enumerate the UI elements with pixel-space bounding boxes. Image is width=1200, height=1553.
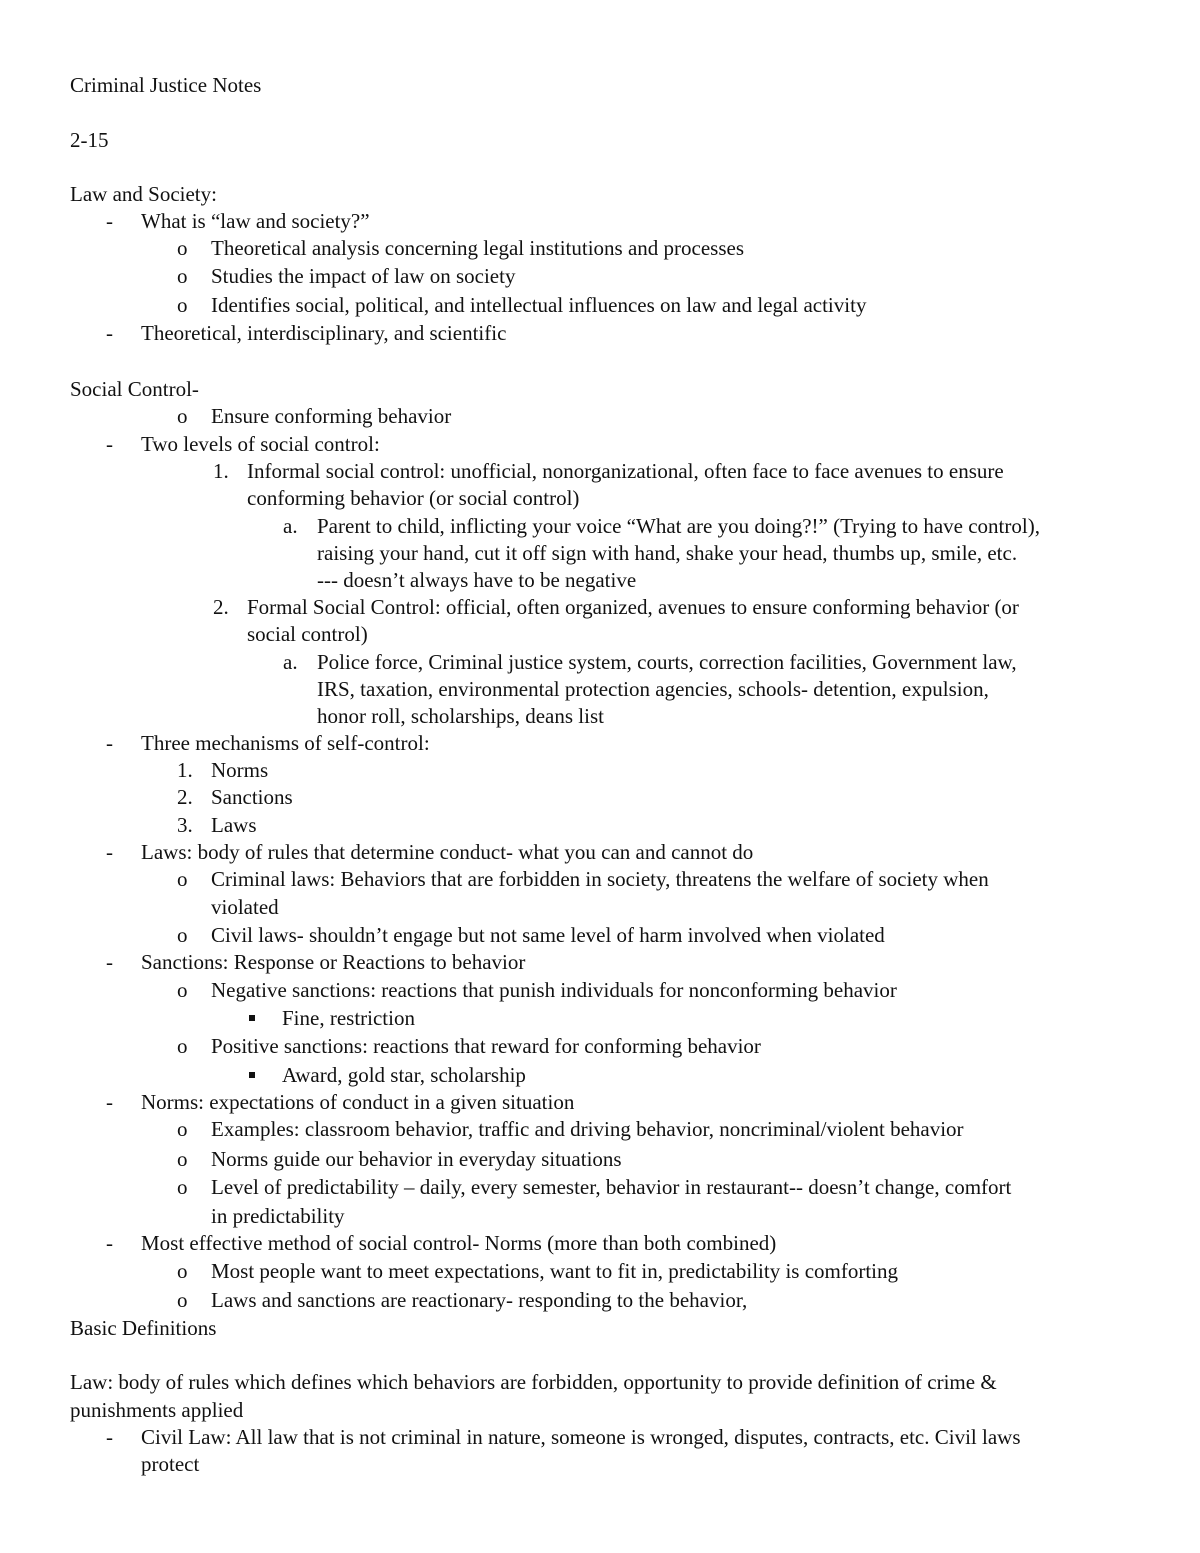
list-item: Ensure conforming behavior <box>211 404 452 428</box>
list-item: Laws <box>211 813 257 837</box>
number-marker: 1. <box>213 459 229 483</box>
list-item: Formal Social Control: official, often organized, avenues to ensure conforming behavior (or <box>247 595 1019 619</box>
dash-bullet: - <box>106 1231 113 1255</box>
circle-bullet: o <box>177 978 188 1002</box>
list-item: Norms guide our behavior in everyday situations <box>211 1147 622 1171</box>
section-heading: Basic Definitions <box>70 1316 217 1340</box>
list-item-continuation: --- doesn’t always have to be negative <box>317 568 637 592</box>
list-item: Three mechanisms of self-control: <box>141 731 430 755</box>
list-item: Two levels of social control: <box>141 432 380 456</box>
list-item: Laws: body of rules that determine conduct- what you can and cannot do <box>141 840 754 864</box>
dash-bullet: - <box>106 432 113 456</box>
list-item: Police force, Criminal justice system, courts, correction facilities, Government law, <box>317 650 1017 674</box>
circle-bullet: o <box>177 1259 188 1283</box>
dash-bullet: - <box>106 1090 113 1114</box>
list-item: Civil laws- shouldn’t engage but not same level of harm involved when violated <box>211 923 885 947</box>
dash-bullet: - <box>106 950 113 974</box>
dash-bullet: - <box>106 731 113 755</box>
list-item: Civil Law: All law that is not criminal in nature, someone is wronged, disputes, contracts, etc. Civil laws <box>141 1425 1021 1449</box>
list-item-continuation: conforming behavior (or social control) <box>247 486 580 510</box>
list-item: Laws and sanctions are reactionary- responding to the behavior, <box>211 1288 748 1312</box>
circle-bullet: o <box>177 1034 188 1058</box>
list-item: Positive sanctions: reactions that reward for conforming behavior <box>211 1034 761 1058</box>
circle-bullet: o <box>177 236 188 260</box>
circle-bullet: o <box>177 264 188 288</box>
circle-bullet: o <box>177 1288 188 1312</box>
list-item: Level of predictability – daily, every semester, behavior in restaurant-- doesn’t change, comfort <box>211 1175 1012 1199</box>
list-item: Identifies social, political, and intellectual influences on law and legal activity <box>211 293 867 317</box>
list-item: Norms <box>211 758 269 782</box>
section-heading: Social Control- <box>70 377 199 401</box>
dash-bullet: - <box>106 840 113 864</box>
circle-bullet: o <box>177 293 188 317</box>
list-item: Parent to child, inflicting your voice “What are you doing?!” (Trying to have control), <box>317 514 1040 538</box>
list-item-continuation: violated <box>211 895 279 919</box>
circle-bullet: o <box>177 1117 188 1141</box>
number-marker: 3. <box>177 813 193 837</box>
list-item: Examples: classroom behavior, traffic and driving behavior, noncriminal/violent behavior <box>211 1117 964 1141</box>
list-item-continuation: protect <box>141 1452 200 1476</box>
circle-bullet: o <box>177 1147 188 1171</box>
list-item: What is “law and society?” <box>141 209 370 233</box>
paragraph: Law: body of rules which defines which behaviors are forbidden, opportunity to provide definition of crime & <box>70 1370 997 1394</box>
list-item-continuation: in predictability <box>211 1204 345 1228</box>
list-item: Informal social control: unofficial, nonorganizational, often face to face avenues to ensure <box>247 459 1004 483</box>
number-marker: 2. <box>213 595 229 619</box>
list-item: Theoretical analysis concerning legal institutions and processes <box>211 236 745 260</box>
list-item: Most people want to meet expectations, want to fit in, predictability is comforting <box>211 1259 899 1283</box>
list-item: Most effective method of social control- Norms (more than both combined) <box>141 1231 777 1255</box>
dash-bullet: - <box>106 1425 113 1449</box>
number-marker: 2. <box>177 785 193 809</box>
dash-bullet: - <box>106 209 113 233</box>
circle-bullet: o <box>177 404 188 428</box>
list-item: Fine, restriction <box>282 1006 415 1030</box>
list-item: Criminal laws: Behaviors that are forbidden in society, threatens the welfare of society when <box>211 867 989 891</box>
letter-marker: a. <box>283 650 298 674</box>
list-item: Studies the impact of law on society <box>211 264 516 288</box>
document-date: 2-15 <box>70 128 109 152</box>
list-item: Sanctions: Response or Reactions to behavior <box>141 950 526 974</box>
paragraph-continuation: punishments applied <box>70 1398 244 1422</box>
dash-bullet: - <box>106 321 113 345</box>
list-item: Theoretical, interdisciplinary, and scientific <box>141 321 507 345</box>
document-title: Criminal Justice Notes <box>70 73 262 97</box>
list-item: Negative sanctions: reactions that punish individuals for nonconforming behavior <box>211 978 897 1002</box>
circle-bullet: o <box>177 923 188 947</box>
list-item-continuation: raising your hand, cut it off sign with hand, shake your head, thumbs up, smile, etc. <box>317 541 1018 565</box>
number-marker: 1. <box>177 758 193 782</box>
list-item-continuation: social control) <box>247 622 368 646</box>
list-item-continuation: honor roll, scholarships, deans list <box>317 704 604 728</box>
list-item: Award, gold star, scholarship <box>282 1063 526 1087</box>
square-bullet <box>249 1015 255 1021</box>
letter-marker: a. <box>283 514 298 538</box>
section-heading: Law and Society: <box>70 182 217 206</box>
list-item: Norms: expectations of conduct in a given situation <box>141 1090 575 1114</box>
circle-bullet: o <box>177 867 188 891</box>
list-item-continuation: IRS, taxation, environmental protection agencies, schools- detention, expulsion, <box>317 677 989 701</box>
circle-bullet: o <box>177 1175 188 1199</box>
list-item: Sanctions <box>211 785 293 809</box>
square-bullet <box>249 1072 255 1078</box>
